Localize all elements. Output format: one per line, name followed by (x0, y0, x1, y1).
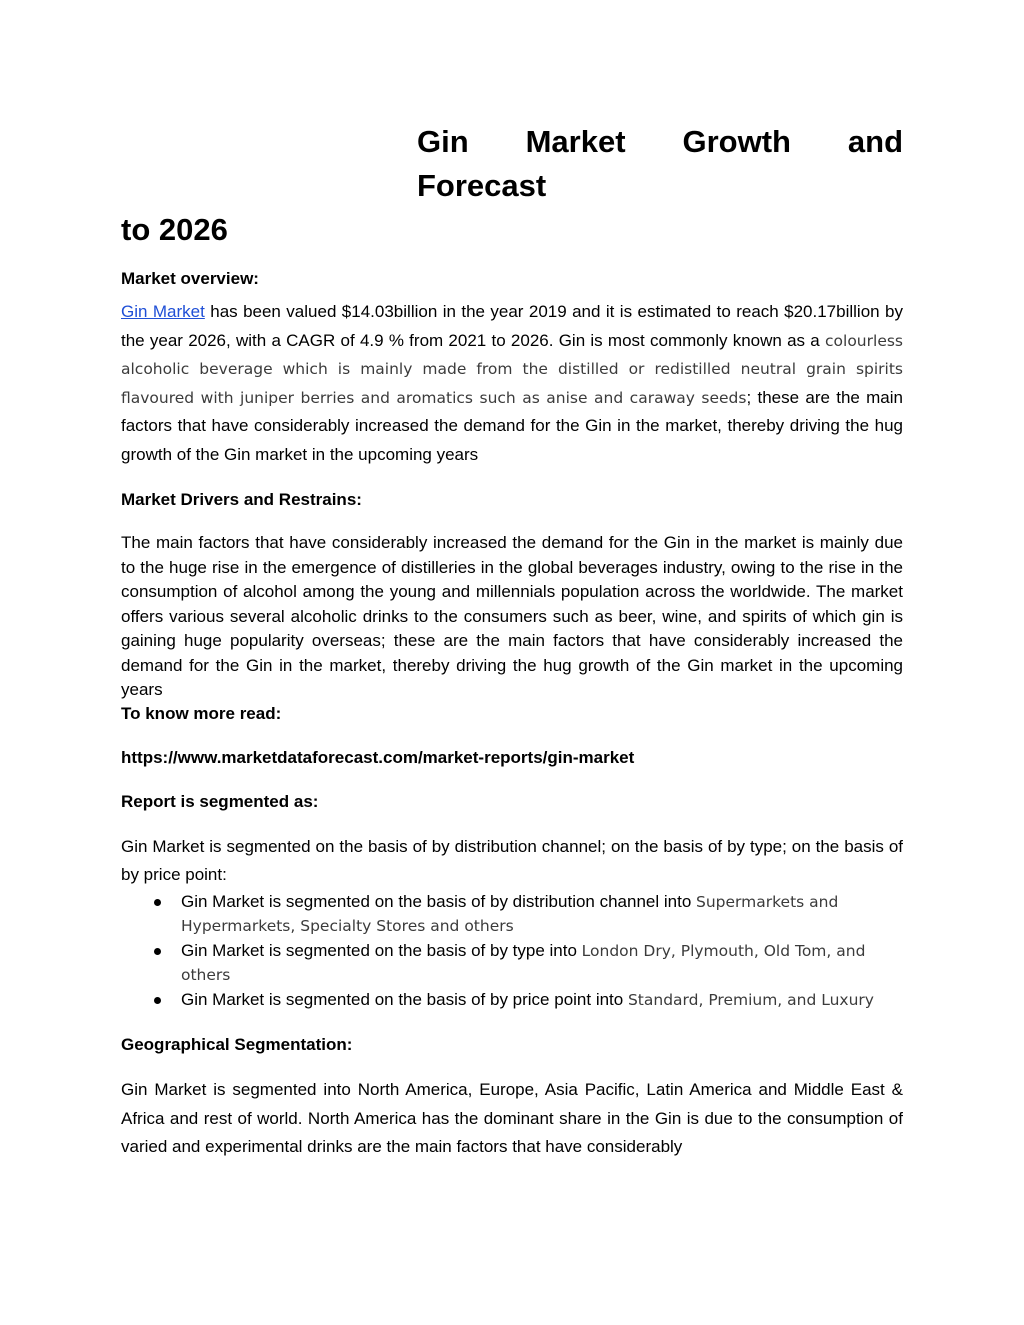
geo-paragraph: Gin Market is segmented into North America, Europe, Asia Pacific, Latin America and Middle East & Africa and rest of world. North America has the dominant share in the Gin is due to the consumption of varied and experimental drinks are the main factors that have considerably (121, 1080, 903, 1156)
bullet-muted: Supermarkets and Hypermarkets, Specialty Stores and others (181, 892, 839, 935)
list-item (121, 939, 903, 988)
list-item (121, 988, 903, 1013)
bullet-muted: London Dry, Plymouth, Old Tom, and others (181, 941, 866, 984)
drivers-heading: Market Drivers and Restrains: (121, 490, 362, 509)
page-title-line-1: Gin Market Growth and Forecast (417, 124, 903, 203)
market-overview-paragraph (121, 298, 903, 469)
bullet-icon (154, 899, 161, 906)
page-title-line-2: to 2026 (121, 212, 228, 247)
bullet-lead: Gin Market is segmented on the basis of by distribution channel into (181, 891, 697, 911)
segmentation-list (121, 890, 903, 1013)
bullet-lead: Gin Market is segmented on the basis of by type into (181, 940, 582, 960)
drivers-paragraph: The main factors that have considerably increased the demand for the Gin in the market is mainly due to the huge rise in the emergence of distilleries in the global beverages industry, owing to the rise in the consumption of alcohol among the young and millennials population across the worldwide. The market offers various several alcoholic drinks to the consumers such as beer, wine, and spirits of which gin is gaining huge popularity overseas; these are the main factors that have considerably increased the demand for the Gin in the market, thereby driving the hug growth of the Gin market in the upcoming years (121, 533, 903, 699)
list-item (121, 890, 903, 939)
segmentation-heading: Report is segmented as: (121, 791, 319, 811)
bullet-icon (154, 997, 161, 1004)
gin-market-link[interactable]: Gin Market (121, 302, 205, 321)
know-more-heading: To know more read: (121, 703, 282, 723)
bullet-icon (154, 948, 161, 955)
bullet-lead: Gin Market is segmented on the basis of by price point into (181, 989, 628, 1009)
overview-text-a: has been valued $14.03billion in the year 2019 and it is estimated to reach $20.17billion by the year 2026, with a CAGR of 4.9 % from 2021 to 2026. Gin is most commonly known as a (121, 302, 903, 350)
geo-heading: Geographical Segmentation: (121, 1035, 353, 1054)
overview-text-muted: colourless alcoholic beverage which is mainly made from the distilled or redistilled neutral grain spirits flavoured with juniper berries and aromatics such as anise and caraway seeds (121, 331, 903, 407)
segmentation-intro: Gin Market is segmented on the basis of by distribution channel; on the basis of by type; on the basis of by price point: (121, 836, 903, 884)
report-url[interactable]: https://www.marketdataforecast.com/market-reports/gin-market (121, 747, 635, 767)
bullet-muted: Standard, Premium, and Luxury (627, 990, 874, 1009)
market-overview-heading: Market overview: (121, 269, 259, 288)
overview-text-b: ; these are the main factors that have considerably increased the demand for the Gin in the market, thereby driving the hug growth of the Gin market in the upcoming years (121, 387, 903, 464)
document-body (121, 120, 903, 1162)
